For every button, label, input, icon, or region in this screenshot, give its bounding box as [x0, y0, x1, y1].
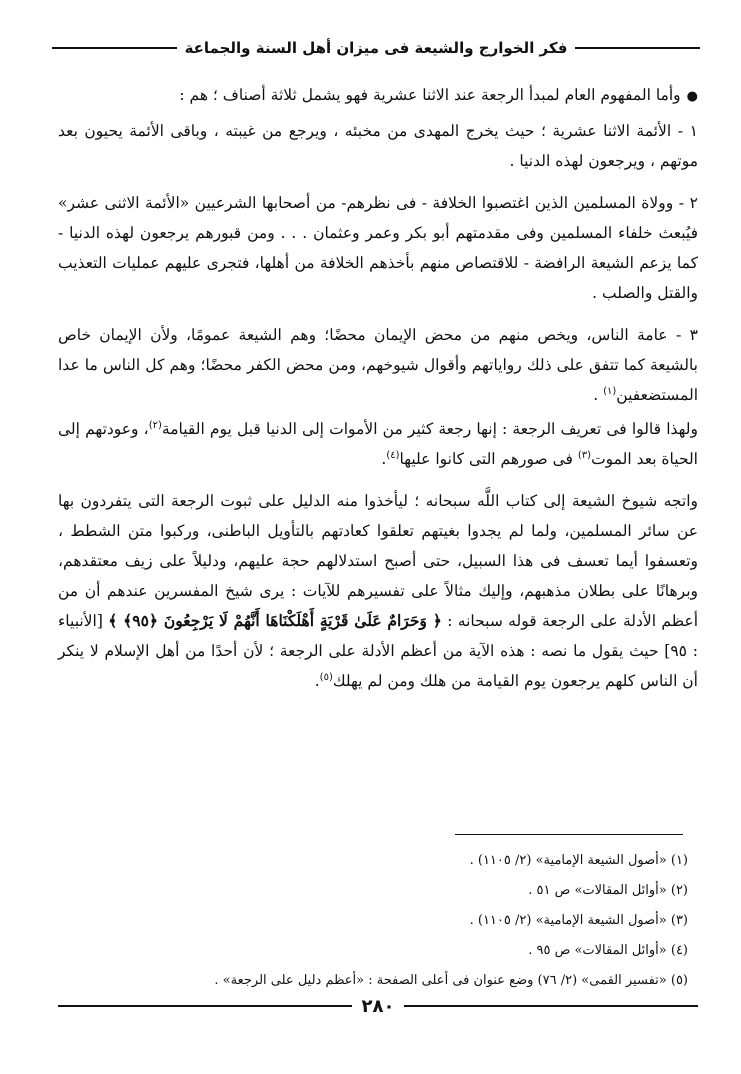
paragraph-4-text-a: ولهذا قالوا فى تعريف الرجعة : إنها رجعة كثير من الأموات إلى الدنيا قبل يوم القيامة: [161, 420, 699, 438]
footnote-2: (٢) «أوائل المقالات» ص ٥١ .: [528, 883, 688, 898]
intro-paragraph: [58, 80, 698, 112]
paragraph-4-text-c: فى صورهم التى كانوا عليها: [399, 450, 578, 468]
footer-rule-left: [58, 1005, 352, 1007]
main-text: [58, 80, 698, 708]
paragraph-1: [58, 116, 698, 176]
footnote-3: (٣) «أصول الشيعة الإمامية» (٢/ ١١٠٥) .: [469, 913, 688, 928]
footnote-ref-2[interactable]: (٢): [148, 419, 162, 431]
paragraph-4-end: .: [381, 450, 387, 468]
paragraph-2-text: وولاة المسلمين الذين اغتصبوا الخلافة - فى نظرهم- من أصحابها الشرعيين «الأئمة الاثنى عشر» فيُبعث خلفاء المسلمين وفى مقدمتهم أبو بكر وعمر وعثمان . . . ومن قبورهم يرجعون لهذه الدنيا - كما يزعم الشيعة الرافضة - للاقتصاص منهم بأخذهم الخلافة من أهلها، فتجرى عليهم عمليات التعذيب والقتل والصلب .: [58, 194, 698, 302]
footnotes: [58, 846, 688, 996]
paragraph-2: [58, 188, 698, 308]
footer-rule-right: [404, 1005, 698, 1007]
paragraph-4-text-b: ، وعودتهم إلى الحياة بعد الموت: [58, 420, 698, 468]
paragraph-5-text-b: [الأنبياء : ٩٥] حيث يقول ما نصه : هذه الآية من أعظم الأدلة على الرجعة ؛ لأن أحدًا من أهل الإسلام لا ينكر أن الناس كلهم يرجعون يوم القيامة من هلك ومن لم يهلك: [58, 612, 698, 690]
paragraph-5-end: .: [314, 672, 320, 690]
header-rule-left: [52, 47, 177, 49]
footnote-separator: [455, 834, 683, 835]
paragraph-3-text: عامة الناس، ويخص منهم من محض الإيمان محضًا؛ وهم الشيعة عمومًا، ولأن الإيمان خاص بالشيعة كما تتفق على ذلك رواياتهم وأقوال شيوخهم، ومن محض الكفر محضًا؛ وهم كل الناس ما عدا المستضعفين: [58, 326, 698, 404]
paragraph-5-text-a: واتجه شيوخ الشيعة إلى كتاب اللَّه سبحانه ؛ ليأخذوا منه الدليل على ثبوت الرجعة التى يتفردون بها عن سائر المسلمين، ولما لم يجدوا بغيتهم تعلقوا كعادتهم بالتأويل الباطنى، وركبوا متن الشطط ، وتعسفوا أيما تعسف فى هذا السبيل، حتى أصبح استدلالهم حجة عليهم، ودليلاً على زيف معتقدهم، وبرهانًا على بطلان مذهبهم، وإليك مثالاً على تفسيرهم للآيات : يرى شيخ المفسرين عندهم أن من أعظم الأدلة على الرجعة قوله سبحانه :: [58, 492, 698, 630]
intro-text: وأما المفهوم العام لمبدأ الرجعة عند الاثنا عشرية فهو يشمل ثلاثة أصناف ؛ هم :: [179, 86, 681, 104]
page-number: ٢٨٠: [361, 995, 395, 1017]
paragraph-1-number: ١ -: [677, 122, 698, 140]
paragraph-3-number: ٣ -: [675, 326, 698, 344]
footnote-ref-1[interactable]: (١): [603, 385, 617, 397]
footnote-ref-5[interactable]: (٥): [319, 671, 333, 683]
paragraph-5: [58, 486, 698, 696]
page-footer: [58, 994, 698, 1018]
paragraph-3: [58, 320, 698, 410]
footnote-ref-4[interactable]: (٤): [386, 449, 400, 461]
running-header: [52, 36, 700, 60]
footnote-ref-3[interactable]: (٣): [577, 449, 592, 461]
quran-verse: ﴿ وَحَرَامٌ عَلَىٰ قَرْيَةٍ أَهْلَكْنَاهَا أَنَّهُمْ لَا يَرْجِعُونَ ﴿٩٥﴾ ﴾: [108, 611, 442, 630]
footnote-5: (٥) «تفسير القمى» (٢/ ٧٦) وضع عنوان فى أعلى الصفحة : «أعظم دليل على الرجعة» .: [214, 973, 688, 988]
paragraph-4: [58, 414, 698, 474]
footnote-4: (٤) «أوائل المقالات» ص ٩٥ .: [528, 943, 688, 958]
paragraph-1-text: الأئمة الاثنا عشرية ؛ حيث يخرج المهدى من مخبئه ، ويرجع من غيبته ، وباقى الأئمة يحيون بعد موتهم ، ويرجعون لهذه الدنيا .: [58, 122, 698, 170]
footnote-1: (١) «أصول الشيعة الإمامية» (٢/ ١١٠٥) .: [469, 853, 688, 868]
header-title: فكر الخوارج والشيعة فى ميزان أهل السنة والجماعة: [184, 39, 568, 57]
bullet-icon: ●: [686, 89, 698, 104]
paragraph-3-end: .: [593, 386, 604, 404]
header-rule-right: [575, 47, 700, 49]
paragraph-2-number: ٢ -: [678, 194, 698, 212]
